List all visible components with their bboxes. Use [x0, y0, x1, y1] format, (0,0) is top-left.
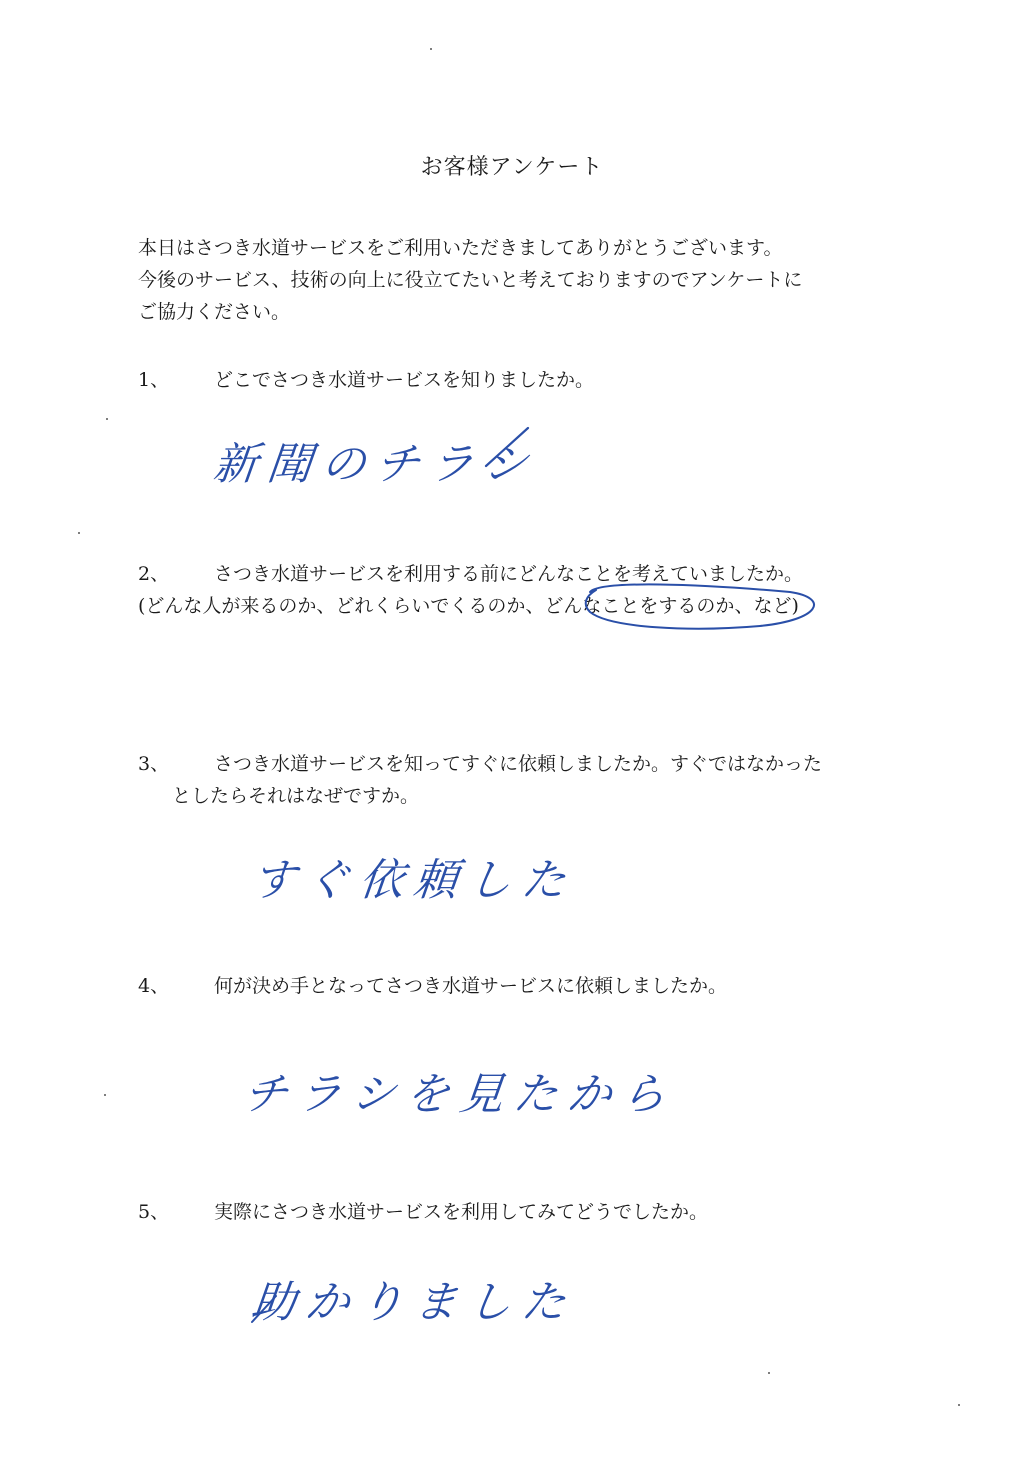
- question-number: 3、: [138, 753, 170, 775]
- scan-speck: [430, 48, 432, 50]
- question-text: 実際にさつき水道サービスを利用してみてどうでしたか。: [214, 1201, 709, 1223]
- scan-speck: [104, 1094, 106, 1096]
- page-title: お客様アンケート: [420, 155, 604, 180]
- scan-speck: [78, 532, 80, 534]
- circle-mark: [586, 584, 814, 628]
- question-subtext: としたらそれはなぜですか。: [172, 785, 420, 807]
- subtext-after: 、など): [734, 595, 799, 617]
- question-number: 1、: [138, 369, 170, 391]
- intro-line: ご協力ください。: [138, 301, 291, 323]
- question-text: さつき水道サービスを利用する前にどんなことを考えていましたか。: [214, 563, 804, 585]
- answer-4-handwritten: チラシを見たから: [240, 1069, 679, 1120]
- answer-1-handwritten: 新聞のチラシ: [210, 439, 541, 490]
- question-text: 何が決め手となってさつき水道サービスに依頼しましたか。: [214, 975, 728, 997]
- scan-speck: [958, 1404, 960, 1406]
- answer-5-handwritten: 助かりました: [248, 1277, 579, 1328]
- scan-speck: [106, 418, 108, 420]
- question-number: 4、: [138, 975, 170, 997]
- subtext-before: (どんな人が来るのか、どれくらいでくるのか、: [138, 595, 545, 617]
- intro-line: 本日はさつき水道サービスをご利用いただきましてありがとうございます。: [138, 237, 783, 259]
- scan-speck: [768, 1372, 770, 1374]
- question-number: 5、: [138, 1201, 170, 1223]
- circled-option: どんなことをするのか: [544, 595, 735, 617]
- question-text: どこでさつき水道サービスを知りましたか。: [214, 369, 595, 391]
- question-text: さつき水道サービスを知ってすぐに依頼しましたか。すぐではなかった: [214, 753, 823, 775]
- check-mark-stroke: [486, 428, 528, 466]
- intro-line: 今後のサービス、技術の向上に役立てたいと考えておりますのでアンケートに: [138, 269, 803, 291]
- answer-3-handwritten: すぐ依頼した: [248, 855, 579, 906]
- underline-stroke: [252, 1296, 276, 1322]
- question-number: 2、: [138, 563, 170, 585]
